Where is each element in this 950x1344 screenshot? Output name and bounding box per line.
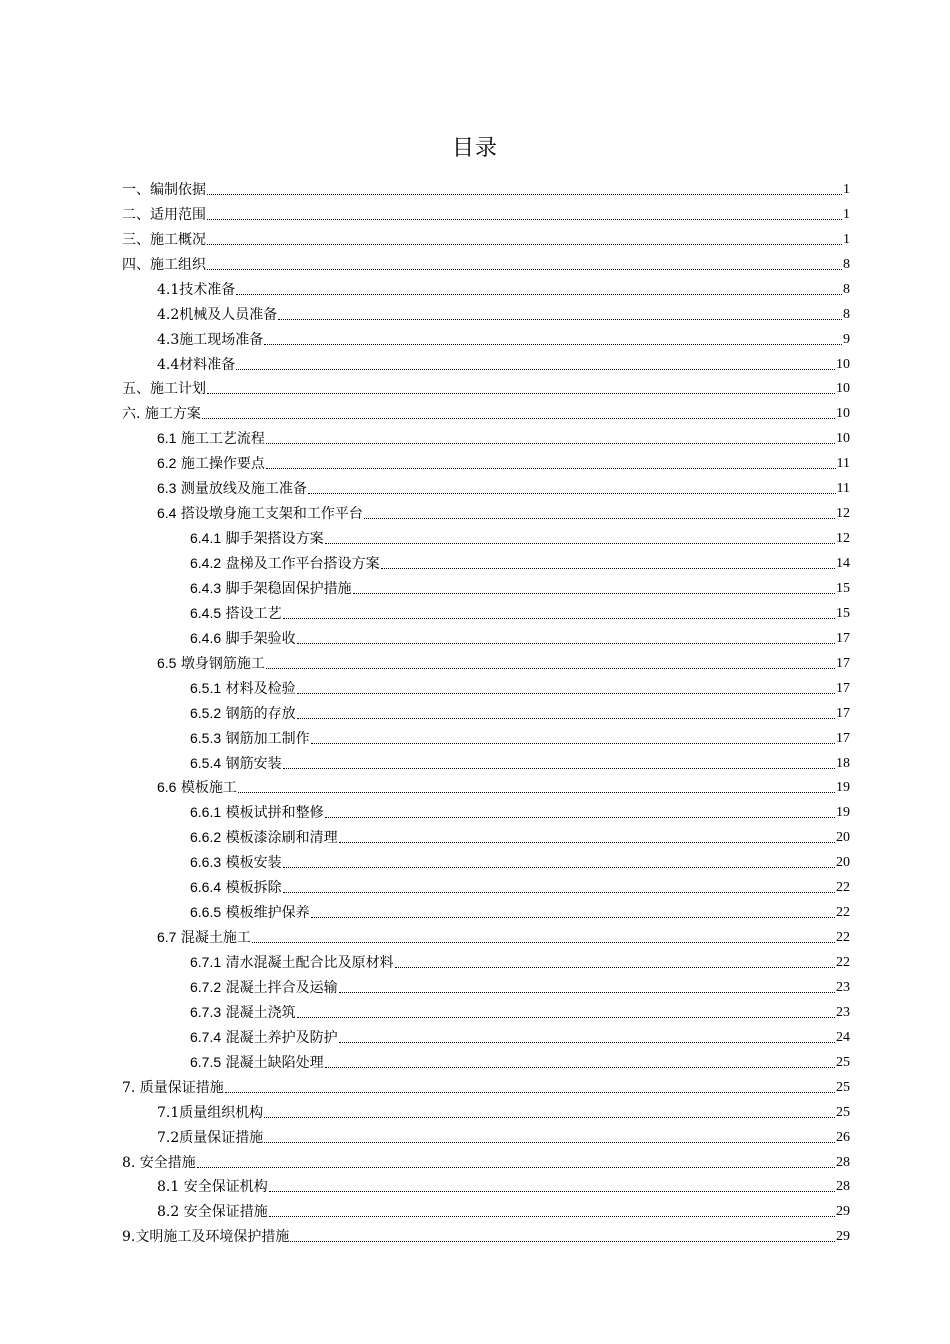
toc-entry-label	[190, 853, 282, 872]
toc-entry[interactable]	[122, 423, 850, 448]
toc-entry-text: 一、编制依据	[122, 181, 206, 198]
dot-leader	[339, 992, 835, 993]
toc-entry-label	[157, 1178, 268, 1196]
toc-entry-page: 29	[836, 1204, 850, 1220]
toc-entry-label	[122, 405, 201, 423]
toc-entry-page: 1	[843, 231, 850, 247]
toc-entry-label	[157, 479, 307, 498]
toc-entry-text: 施工操作要点	[176, 456, 265, 473]
toc-entry-page: 28	[836, 1179, 850, 1195]
toc-entry-page: 15	[836, 605, 850, 621]
toc-entry-page: 25	[836, 1079, 850, 1095]
dot-leader	[278, 319, 842, 320]
toc-entry-text: 混凝土拌合及运输	[221, 979, 338, 996]
dot-leader	[283, 892, 835, 893]
toc-entry-number: 6.6.2	[190, 829, 222, 846]
toc-entry-label	[122, 256, 206, 274]
toc-entry-text: 搭设工艺	[221, 605, 282, 622]
toc-entry-label	[122, 181, 206, 199]
toc-entry[interactable]	[122, 822, 850, 847]
toc-entry-label	[157, 1104, 263, 1122]
toc-entry-text: 施工工艺流程	[176, 431, 265, 448]
toc-entry-text: 模板施工	[176, 780, 237, 797]
toc-entry-text: 4.4材料准备	[157, 356, 236, 373]
toc-entry[interactable]	[122, 1221, 850, 1246]
toc-entry-number: 6.6	[157, 779, 177, 796]
toc-entry-page: 12	[836, 506, 850, 522]
toc-entry-page: 23	[836, 979, 850, 995]
dot-leader	[290, 1241, 835, 1242]
toc-entry-label	[190, 679, 296, 698]
dot-leader	[238, 792, 835, 793]
dot-leader	[236, 294, 842, 295]
toc-entry-text: 7. 质量保证措施	[122, 1079, 224, 1096]
toc-entry[interactable]	[122, 972, 850, 997]
toc-entry-label	[190, 604, 282, 623]
dot-leader	[339, 1042, 835, 1043]
toc-entry[interactable]	[122, 673, 850, 698]
toc-entry-number: 6.7.3	[190, 1003, 222, 1020]
toc-title: 目录	[451, 136, 498, 161]
toc-entry-text: 8.2 安全保证措施	[157, 1204, 268, 1221]
toc-entry-text: 钢筋的存放	[221, 705, 296, 722]
toc-entry-page: 9	[843, 331, 850, 347]
toc-entry-page: 12	[836, 531, 850, 547]
toc-entry[interactable]	[122, 274, 850, 299]
toc-entry-number: 6.4.2	[190, 555, 222, 571]
dot-leader	[353, 593, 835, 594]
toc-entry-text: 7.2质量保证措施	[157, 1129, 264, 1146]
toc-entry[interactable]	[122, 947, 850, 972]
toc-entry-page: 22	[836, 880, 850, 896]
toc-entry-page: 25	[836, 1104, 850, 1120]
toc-entry-page: 19	[836, 805, 850, 821]
toc-entry-label	[157, 429, 265, 448]
toc-entry[interactable]	[122, 1196, 850, 1221]
dot-leader	[266, 468, 836, 469]
toc-entry-page: 25	[836, 1054, 850, 1070]
toc-entry[interactable]	[122, 1047, 850, 1072]
toc-entry-page: 17	[836, 705, 850, 721]
toc-entry[interactable]	[122, 224, 850, 249]
toc-entry-page: 26	[836, 1129, 850, 1145]
toc-entry-text: 盘梯及工作平台搭设方案	[221, 556, 380, 572]
toc-entry-text: 钢筋加工制作	[221, 730, 310, 747]
toc-entry-label	[157, 454, 265, 473]
toc-entry-text: 搭设墩身施工支架和工作平台	[176, 506, 363, 523]
toc-entry-text: 4.1技术准备	[157, 281, 236, 298]
toc-entry-number: 6.7.1	[190, 954, 222, 970]
toc-entry-page: 10	[836, 431, 850, 447]
toc-entry-text: 脚手架验收	[221, 630, 296, 647]
toc-entry[interactable]	[122, 374, 850, 399]
toc-entry-page: 18	[836, 755, 850, 771]
toc-entry[interactable]	[122, 448, 850, 473]
toc-entry-page: 20	[836, 830, 850, 846]
toc-entry-text: 混凝土养护及防护	[221, 1029, 338, 1046]
toc-entry-number: 6.7.2	[190, 978, 222, 995]
toc-entry-number: 6.4	[157, 505, 177, 522]
toc-entry-number: 6.5.2	[190, 704, 222, 721]
toc-entry[interactable]	[122, 548, 850, 573]
dot-leader	[236, 369, 835, 370]
toc-entry[interactable]	[122, 573, 850, 598]
toc-entry-page: 10	[836, 356, 850, 372]
toc-entry-label	[122, 1079, 224, 1097]
toc-entry-text: 9.文明施工及环境保护措施	[122, 1229, 290, 1246]
toc-entry[interactable]	[122, 174, 850, 199]
toc-entry-number: 6.5.4	[190, 754, 222, 771]
toc-entry-text: 混凝土浇筑	[221, 1004, 296, 1021]
toc-entry-page: 22	[836, 930, 850, 946]
toc-entry-number: 6.7	[157, 929, 177, 946]
toc-entry-label	[157, 331, 263, 349]
toc-entry-label	[122, 1228, 289, 1246]
toc-entry-text: 四、施工组织	[122, 256, 206, 273]
dot-leader	[202, 418, 835, 419]
dot-leader	[297, 1017, 835, 1018]
dot-leader	[311, 743, 835, 744]
toc-entry-number: 6.3	[157, 480, 177, 497]
toc-entry-label	[190, 803, 324, 822]
toc-entry-label	[157, 778, 237, 797]
toc-entry-label	[157, 306, 277, 324]
toc-entry-text: 墩身钢筋施工	[176, 655, 265, 672]
toc-entry-number: 6.6.5	[190, 904, 222, 921]
dot-leader	[197, 1167, 835, 1168]
toc-entry[interactable]	[122, 598, 850, 623]
toc-entry-number: 6.4.6	[190, 629, 222, 646]
toc-entry-page: 11	[836, 456, 850, 472]
toc-entry-page: 10	[836, 406, 850, 422]
toc-entry-label	[190, 704, 296, 723]
toc-entry-page: 22	[836, 905, 850, 921]
toc-entry-page: 28	[836, 1154, 850, 1170]
toc-entry-label	[190, 579, 352, 598]
toc-entry-text: 混凝土缺陷处理	[221, 1054, 324, 1071]
dot-leader	[207, 219, 842, 220]
toc-entry[interactable]	[122, 473, 850, 498]
dot-leader	[207, 244, 842, 245]
dot-leader	[207, 393, 835, 394]
toc-entry-page: 29	[836, 1229, 850, 1245]
toc-entry-text: 六. 施工方案	[122, 406, 201, 423]
toc-entry-number: 6.5.1	[190, 679, 222, 696]
toc-entry-page: 11	[836, 481, 850, 497]
toc-entry-text: 模板漆涂刷和清理	[221, 830, 338, 847]
toc-entry[interactable]	[122, 897, 850, 922]
toc-entry-text: 模板维护保养	[221, 905, 310, 922]
toc-entry-text: 4.2机械及人员准备	[157, 306, 278, 323]
toc-entry-number: 6.6.1	[190, 804, 222, 821]
dot-leader	[266, 443, 835, 444]
toc-entry-label	[122, 380, 206, 398]
toc-entry-text: 模板试拼和整修	[221, 805, 324, 822]
toc-entry-page: 14	[836, 556, 850, 571]
toc-entry-text: 模板拆除	[221, 880, 282, 897]
dot-leader	[283, 867, 835, 868]
toc-entry-label	[190, 1028, 338, 1047]
toc-entry[interactable]	[122, 1122, 850, 1147]
toc-entry[interactable]	[122, 797, 850, 822]
toc-entry-label	[190, 978, 338, 997]
dot-leader	[207, 269, 842, 270]
toc-entry-label	[190, 729, 310, 748]
toc-entry[interactable]	[122, 922, 850, 947]
toc-entry-label	[190, 878, 282, 897]
toc-entry-label	[190, 554, 380, 573]
toc-entry-label	[190, 529, 324, 548]
dot-leader	[311, 917, 835, 918]
dot-leader	[283, 618, 835, 619]
toc-entry-text: 脚手架搭设方案	[221, 531, 324, 548]
toc-entry[interactable]	[122, 398, 850, 423]
toc-entry[interactable]	[122, 748, 850, 773]
dot-leader	[264, 1117, 835, 1118]
dot-leader	[395, 967, 835, 968]
toc-entry-number: 6.7.5	[190, 1053, 222, 1070]
toc-entry-number: 6.6.3	[190, 854, 222, 871]
dot-leader	[207, 194, 842, 195]
toc-entry-page: 10	[836, 381, 850, 397]
dot-leader	[297, 693, 835, 694]
toc-entry-number: 6.4.5	[190, 604, 222, 621]
toc-entry-text: 三、施工概况	[122, 231, 206, 248]
dot-leader	[325, 817, 835, 818]
toc-entry-number: 6.5	[157, 654, 177, 671]
toc-entry-label	[190, 1053, 324, 1072]
toc-entry-label	[157, 504, 363, 523]
toc-entry-page: 22	[836, 955, 850, 970]
toc-entry-label	[190, 754, 282, 773]
toc-entry[interactable]	[122, 847, 850, 872]
dot-leader	[325, 1067, 835, 1068]
toc-entry[interactable]	[122, 1147, 850, 1172]
toc-entry-page: 1	[843, 206, 850, 222]
toc-entry-label	[157, 1203, 268, 1221]
toc-entry[interactable]	[122, 872, 850, 897]
toc-entry[interactable]	[122, 199, 850, 224]
dot-leader	[308, 493, 836, 494]
dot-leader	[269, 1191, 835, 1192]
toc-entry-page: 15	[836, 580, 850, 596]
toc-entry[interactable]	[122, 1097, 850, 1122]
toc-entry-text: 二、适用范围	[122, 206, 206, 223]
toc-entry-text: 材料及检验	[221, 680, 296, 697]
toc-entry-label	[190, 1003, 296, 1022]
dot-leader	[325, 543, 835, 544]
toc-entry-text: 钢筋安装	[221, 755, 282, 772]
dot-leader	[225, 1092, 835, 1093]
toc-entry-page: 8	[843, 281, 850, 297]
toc-entry-page: 17	[836, 630, 850, 646]
toc-entry[interactable]	[122, 299, 850, 324]
toc-entry-page: 23	[836, 1004, 850, 1020]
toc-entry[interactable]	[122, 324, 850, 349]
toc-entry-label	[190, 629, 296, 648]
toc-entry-text: 五、施工计划	[122, 381, 206, 398]
toc-entry-page: 8	[843, 306, 850, 322]
toc-entry[interactable]	[122, 623, 850, 648]
toc-entry-label	[157, 356, 235, 374]
toc-entry-text: 模板安装	[221, 855, 282, 872]
toc-entry-text: 混凝土施工	[176, 930, 251, 947]
toc-entry-number: 6.2	[157, 455, 177, 472]
toc-entry-text: 脚手架稳固保护措施	[221, 580, 352, 597]
toc-entry-label	[190, 903, 310, 922]
toc-entry-text: 8.1 安全保证机构	[157, 1179, 268, 1196]
toc-entry-number: 6.7.4	[190, 1028, 222, 1045]
toc-entry-number: 6.5.3	[190, 729, 222, 746]
toc-entry[interactable]	[122, 349, 850, 374]
toc-entry[interactable]	[122, 997, 850, 1022]
dot-leader	[297, 643, 835, 644]
toc-entry-page: 20	[836, 855, 850, 871]
dot-leader	[283, 768, 835, 769]
dot-leader	[252, 942, 835, 943]
toc-entry-page: 19	[836, 780, 850, 796]
toc-entry[interactable]	[122, 1172, 850, 1197]
toc-entry-label	[190, 828, 338, 847]
toc-entry-page: 8	[843, 256, 850, 272]
dot-leader	[264, 1142, 835, 1143]
toc-entry-text: 清水混凝土配合比及原材料	[221, 955, 394, 971]
toc-entry[interactable]	[122, 698, 850, 723]
dot-leader	[266, 668, 835, 669]
toc-entry[interactable]	[122, 523, 850, 548]
toc-entry-label	[122, 1154, 196, 1172]
toc-entry[interactable]	[122, 1022, 850, 1047]
toc-entry-number: 6.6.4	[190, 879, 222, 896]
toc-entry[interactable]	[122, 498, 850, 523]
toc-entry-page: 17	[836, 680, 850, 696]
toc-entry[interactable]	[122, 773, 850, 798]
toc-entry[interactable]	[122, 723, 850, 748]
table-of-contents	[122, 174, 850, 1246]
toc-entry-text: 7.1质量组织机构	[157, 1104, 264, 1121]
toc-entry-number: 6.1	[157, 430, 177, 447]
toc-entry-label	[157, 1129, 263, 1147]
toc-entry-label	[157, 928, 251, 947]
toc-entry-number: 6.4.1	[190, 530, 222, 547]
toc-entry-page: 24	[836, 1029, 850, 1045]
toc-entry[interactable]	[122, 648, 850, 673]
dot-leader	[381, 568, 835, 569]
dot-leader	[339, 842, 835, 843]
dot-leader	[269, 1216, 835, 1217]
toc-entry-label	[122, 206, 206, 224]
toc-entry-page: 17	[836, 655, 850, 671]
toc-entry[interactable]	[122, 249, 850, 274]
toc-entry[interactable]	[122, 1072, 850, 1097]
toc-entry-label	[122, 231, 206, 249]
toc-entry-number: 6.4.3	[190, 579, 222, 596]
toc-entry-label	[157, 654, 265, 673]
toc-entry-text: 8. 安全措施	[122, 1154, 196, 1171]
dot-leader	[264, 344, 842, 345]
dot-leader	[297, 718, 835, 719]
toc-entry-page: 1	[843, 181, 850, 197]
toc-entry-label	[157, 281, 235, 299]
toc-entry-text: 测量放线及施工准备	[176, 481, 307, 498]
toc-entry-text: 4.3施工现场准备	[157, 331, 264, 348]
toc-entry-page: 17	[836, 730, 850, 746]
dot-leader	[364, 518, 835, 519]
toc-entry-label	[190, 953, 394, 972]
